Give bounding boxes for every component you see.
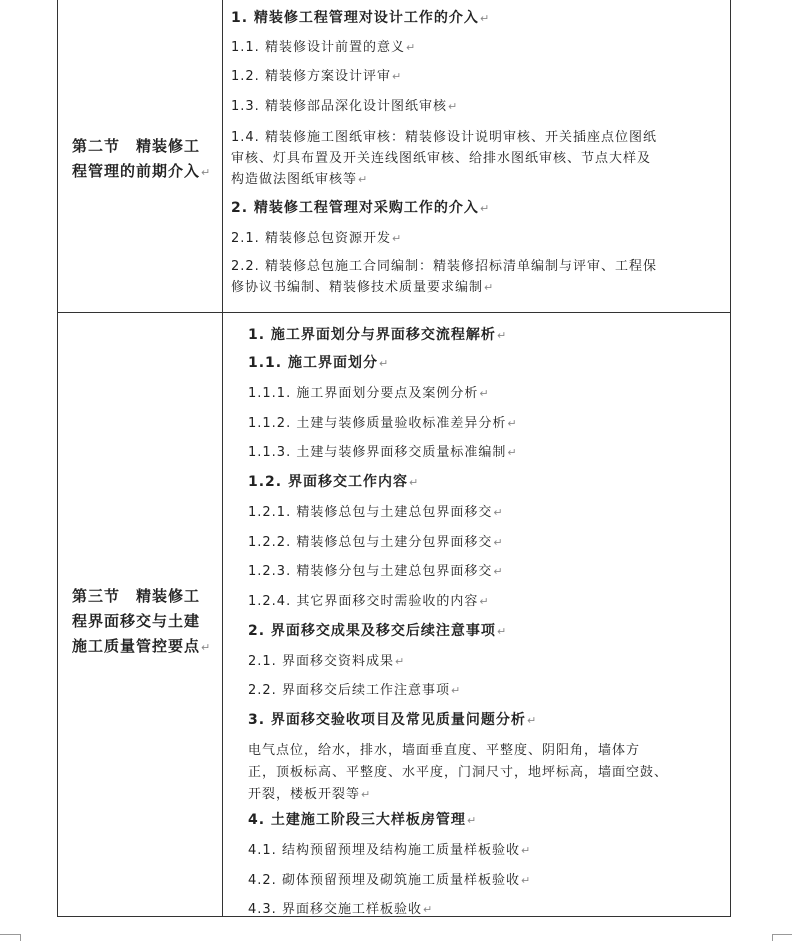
content-item: 1.3. 精装修部品深化设计图纸审核↵	[231, 99, 459, 114]
content-heading: 1. 精装修工程管理对设计工作的介入↵	[231, 10, 491, 26]
content-paragraph-line: 电气点位，给水，排水，墙面垂直度、平整度、阴阳角，墙体方	[248, 743, 641, 758]
paragraph-mark: ↵	[496, 329, 508, 342]
table-column-divider	[222, 0, 223, 916]
content-item: 1.1.2. 土建与装修质量验收标准差异分析↵	[248, 416, 518, 431]
content-item: 1.1. 精装修设计前置的意义↵	[231, 40, 417, 55]
content-item: 1.2.1. 精装修总包与土建总包界面移交↵	[248, 505, 504, 520]
paragraph-mark: ↵	[409, 476, 420, 489]
paragraph-mark: ↵	[391, 70, 403, 83]
paragraph-mark: ↵	[507, 417, 518, 430]
paragraph-mark: ↵	[526, 714, 538, 727]
paragraph-mark: ↵	[520, 874, 532, 887]
paragraph-mark: ↵	[405, 41, 417, 54]
content-paragraph-line: 审核、灯具布置及开关连线图纸审核、给排水图纸审核、节点大样及	[231, 151, 652, 166]
paragraph-mark: ↵	[479, 387, 490, 400]
content-paragraph-line: 开裂，楼板开裂等↵	[248, 787, 372, 802]
content-heading: 3. 界面移交验收项目及常见质量问题分析↵	[248, 712, 538, 728]
content-paragraph-line: 修协议书编制、精装修技术质量要求编制↵	[231, 280, 495, 295]
paragraph-mark: ↵	[447, 100, 459, 113]
content-heading: 1. 施工界面划分与界面移交流程解析↵	[248, 327, 508, 343]
content-item: 2.1. 精装修总包资源开发↵	[231, 231, 403, 246]
paragraph-mark: ↵	[391, 232, 403, 245]
content-paragraph-line: 1.4. 精装修施工图纸审核：精装修设计说明审核、开关插座点位图纸	[231, 130, 657, 145]
paragraph-mark: ↵	[379, 357, 390, 370]
content-item: 4.2. 砌体预留预埋及砌筑施工质量样板验收↵	[248, 873, 532, 888]
content-paragraph	[231, 127, 657, 190]
content-paragraph-line: 正，顶板标高、平整度、水平度，门洞尺寸，地坪标高，墙面空鼓、	[248, 765, 669, 780]
content-item: 4.1. 结构预留预埋及结构施工质量样板验收↵	[248, 843, 532, 858]
paragraph-mark: ↵	[358, 173, 369, 186]
content-item: 1.2.3. 精装修分包与土建总包界面移交↵	[248, 564, 504, 579]
content-heading: 2. 界面移交成果及移交后续注意事项↵	[248, 623, 508, 639]
row-divider	[57, 312, 731, 313]
section2-title-line2: 程管理的前期介入↵	[72, 162, 212, 180]
paragraph-mark: ↵	[466, 814, 478, 827]
section3-title-line1: 第三节 精装修工	[72, 587, 201, 605]
content-heading: 2. 精装修工程管理对采购工作的介入↵	[231, 200, 491, 216]
section3-title-line3: 施工质量管控要点↵	[72, 637, 212, 655]
content-item: 4.3. 界面移交施工样板验收↵	[248, 902, 434, 917]
paragraph-mark: ↵	[422, 903, 434, 916]
paragraph-mark: ↵	[450, 684, 462, 697]
paragraph-mark: ↵	[479, 12, 491, 25]
table-right-border	[730, 0, 731, 916]
content-item: 2.1. 界面移交资料成果↵	[248, 654, 406, 669]
content-item: 1.2. 精装修方案设计评审↵	[231, 69, 403, 84]
content-heading: 1.1. 施工界面划分↵	[248, 355, 390, 371]
paragraph-mark: ↵	[496, 625, 508, 638]
paragraph-mark: ↵	[484, 281, 495, 294]
crop-mark-right	[772, 934, 792, 941]
paragraph-mark: ↵	[520, 844, 532, 857]
content-item: 1.1.3. 土建与装修界面移交质量标准编制↵	[248, 445, 518, 460]
paragraph-mark: ↵	[479, 595, 490, 608]
content-heading: 4. 土建施工阶段三大样板房管理↵	[248, 812, 478, 828]
content-paragraph	[231, 256, 657, 298]
content-item: 1.2.4. 其它界面移交时需验收的内容↵	[248, 594, 490, 609]
content-paragraph-line: 构造做法图纸审核等↵	[231, 172, 369, 187]
paragraph-mark: ↵	[394, 655, 406, 668]
section2-title-line1: 第二节 精装修工	[72, 137, 201, 155]
content-item: 1.1.1. 施工界面划分要点及案例分析↵	[248, 386, 490, 401]
section2-title	[72, 134, 211, 185]
paragraph-mark: ↵	[493, 565, 504, 578]
content-paragraph	[248, 740, 668, 806]
paragraph-mark: ↵	[493, 506, 504, 519]
paragraph-mark: ↵	[507, 446, 518, 459]
crop-mark-left	[0, 934, 21, 941]
section3-title-line2: 程界面移交与土建	[72, 612, 201, 630]
paragraph-mark: ↵	[479, 202, 491, 215]
content-item: 1.2.2. 精装修总包与土建分包界面移交↵	[248, 535, 504, 550]
paragraph-mark: ↵	[493, 536, 504, 549]
paragraph-mark: ↵	[361, 788, 372, 801]
content-item: 2.2. 界面移交后续工作注意事项↵	[248, 683, 462, 698]
table-left-border	[57, 0, 58, 916]
content-heading: 1.2. 界面移交工作内容↵	[248, 474, 420, 490]
section3-title	[72, 584, 211, 660]
content-paragraph-line: 2.2. 精装修总包施工合同编制：精装修招标清单编制与评审、工程保	[231, 259, 657, 274]
